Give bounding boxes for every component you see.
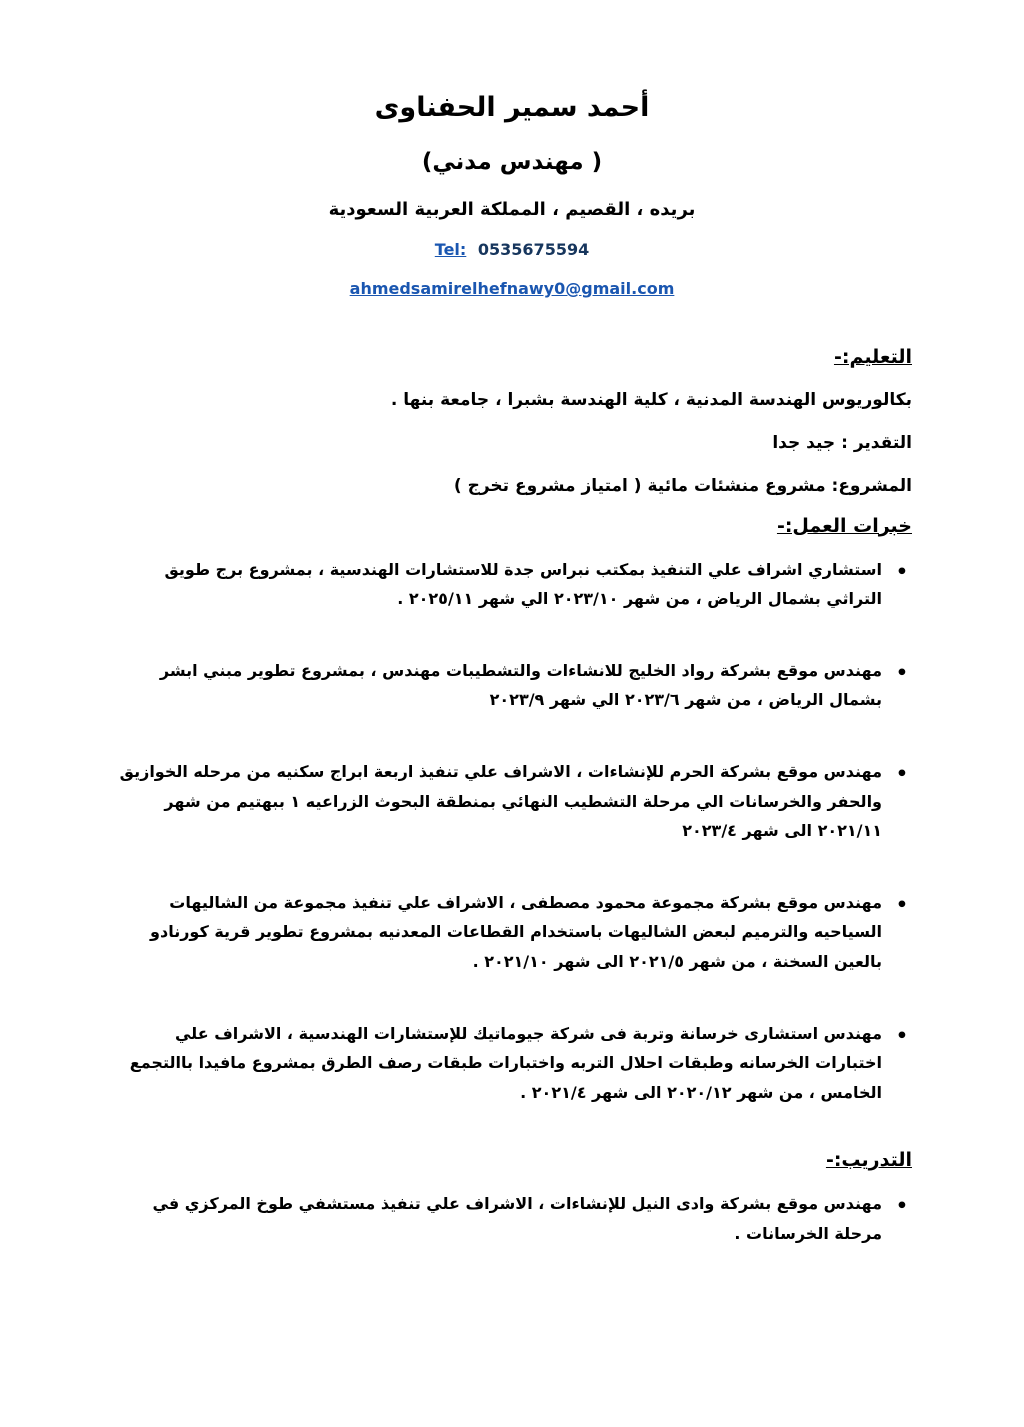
training-heading: التدريب:- <box>825 1149 912 1172</box>
experience-item: • مهندس استشارى خرسانة وتربة فى شركة جيوماتيك للإستشارات الهندسية ، الاشراف علي اختبارات الخرسانه وطبقات احلال التربه واختبارات طبقات رصف الطرق بمشروع مافيدا باالتجمع الخامس ، من شهر ٢٠٢٠/١٢ الى شهر ٢٠٢١/٤ . <box>112 1019 912 1108</box>
experience-heading: خبرات العمل:- <box>776 514 912 537</box>
experience-item: • استشاري اشراف علي التنفيذ بمكتب نبراس جدة للاستشارات الهندسية ، بمشروع برج طويق التراثي بشمال الرياض ، من شهر ٢٠٢٣/١٠ الي شهر ٢٠٢٥/١١ . <box>112 555 912 614</box>
email-link[interactable]: ahmedsamirelhefnawy0@gmail.com <box>349 279 675 298</box>
training-section <box>112 1149 912 1248</box>
experience-section <box>112 515 912 1108</box>
experience-item: • مهندس موقع بشركة الحرم للإنشاءات ، الاشراف علي تنفيذ اربعة ابراج سكنيه من مرحله الخوازيق والحفر والخرسانات الي مرحلة التشطيب النهائي بمنطقة البحوث الزراعيه ١ ببهتيم من شهر ٢٠٢١/١١ الى شهر ٢٠٢٣/٤ <box>112 757 912 846</box>
experience-list <box>112 555 912 1108</box>
cv-address: بريده ، القصيم ، المملكة العربية السعودية <box>328 199 696 220</box>
education-degree: بكالوريوس الهندسة المدنية ، كلية الهندسة بشبرا ، جامعة بنها . <box>390 390 912 410</box>
experience-item: • مهندس موقع بشركة رواد الخليج للانشاءات والتشطيبات مهندس ، بمشروع تطوير مبني ابشر بشمال الرياض ، من شهر ٢٠٢٣/٦ الي شهر ٢٠٢٣/٩ <box>112 656 912 715</box>
cv-header <box>112 92 912 298</box>
phone-line <box>112 240 912 259</box>
experience-item: • مهندس موقع بشركة مجموعة محمود مصطفى ، الاشراف علي تنفيذ مجموعة من الشاليهات السياحيه والترميم لبعض الشاليهات باستخدام القطاعات المعدنيه بمشروع تطوير قرية كورنادو بالعين السخنة ، من شهر ٢٠٢١/٥ الى شهر ٢٠٢١/١٠ . <box>112 888 912 977</box>
cv-name: أحمد سمير الحفناوى <box>374 92 650 123</box>
education-section <box>112 346 912 501</box>
cv-job-title: ( مهندس مدني) <box>421 149 603 175</box>
education-heading: التعليم:- <box>833 346 912 368</box>
training-list <box>112 1189 912 1248</box>
education-grade: التقدير : جيد جدا <box>772 432 912 453</box>
education-project: المشروع: مشروع منشئات مائية ( امتياز مشروع تخرج ) <box>453 475 912 496</box>
phone-number: 0535675594 <box>477 240 590 259</box>
phone-label: Tel: <box>434 240 467 259</box>
training-item: • مهندس موقع بشركة وادى النيل للإنشاءات ، الاشراف علي تنفيذ مستشفي طوخ المركزي في مرحلة الخرسانات . <box>112 1189 912 1248</box>
